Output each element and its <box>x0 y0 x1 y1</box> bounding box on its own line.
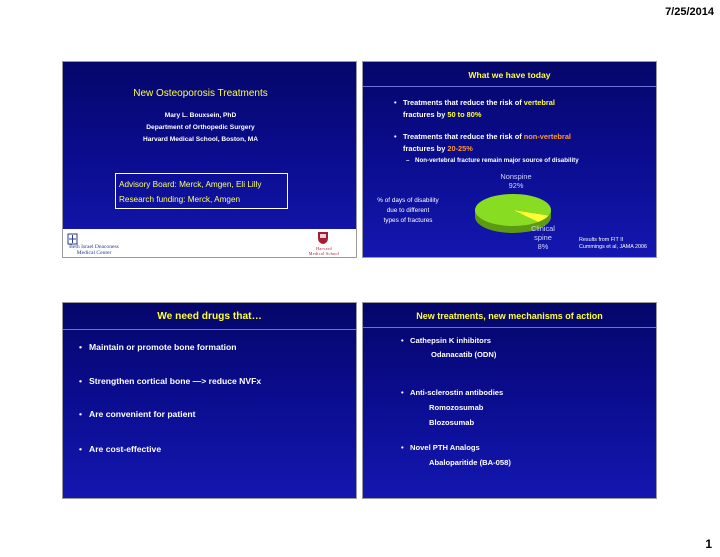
chart-caption: % of days of disability due to different types of fractures <box>377 197 439 224</box>
bullet-convenient: • Are convenient for patient <box>79 409 196 419</box>
sub-bullet-disability: – Non-vertebral fracture remain major source of disability <box>406 157 579 164</box>
bullet-pth-analogs: • Novel PTH Analogs <box>401 443 480 452</box>
page-number: 1 <box>705 537 712 551</box>
bullet-cortical-bone: • Strengthen cortical bone —> reduce NVFx <box>79 376 262 386</box>
author-affiliation: Harvard Medical School, Boston, MA <box>142 136 259 143</box>
bullet-bone-formation: • Maintain or promote bone formation <box>79 342 237 352</box>
bullet-cathepsin-k: • Cathepsin K inhibitors <box>401 336 492 345</box>
harvard-logo-text: Harvard Medical School <box>308 246 340 256</box>
bidmc-logo-icon <box>67 232 78 244</box>
chart-citation: Results from FIT II Cummings et al, JAMA 2006 <box>579 237 648 250</box>
logo-footer <box>63 229 356 257</box>
pie-label-nonspine: Nonspine 92% <box>500 172 532 190</box>
drug-romozosumab: Romozosumab <box>429 403 484 412</box>
bullet-vertebral: • Treatments that reduce the risk of vertebral fractures by 50 to 80% <box>394 98 555 119</box>
slide-what-we-have-today <box>362 61 657 258</box>
slide-we-need-drugs <box>62 302 357 499</box>
harvard-shield-icon <box>317 231 329 245</box>
slide-title <box>62 61 357 258</box>
research-funding-text: Research funding: Merck, Amgen <box>119 195 241 204</box>
slide-title-heading: New Osteoporosis Treatments <box>133 88 268 99</box>
slide-new-treatments <box>362 302 657 499</box>
bidmc-logo-text: Beth Israel Deaconess Medical Center <box>69 244 119 256</box>
slide3-title: We need drugs that… <box>157 311 262 322</box>
author-name: Mary L. Bouxsein, PhD <box>164 112 237 119</box>
drug-abaloparitide: Abaloparitide (BA-058) <box>429 458 511 467</box>
slide2-title: What we have today <box>468 70 551 80</box>
pie-label-clinical-spine: Clinical spine 8% <box>531 224 555 251</box>
drug-blozosumab: Blozosumab <box>429 418 475 427</box>
bullet-non-vertebral: • Treatments that reduce the risk of non-vertebral fractures by 20-25% <box>394 132 571 153</box>
bullet-anti-sclerostin: • Anti-sclerostin antibodies <box>401 388 504 397</box>
bullet-cost-effective: • Are cost-effective <box>79 444 162 454</box>
slide4-title: New treatments, new mechanisms of action <box>416 311 603 321</box>
drug-odanacatib: Odanacatib (ODN) <box>431 350 497 359</box>
author-department: Department of Orthopedic Surgery <box>146 124 255 131</box>
page-date: 7/25/2014 <box>665 6 714 18</box>
disclosure-box <box>115 173 288 209</box>
advisory-board-text: Advisory Board: Merck, Amgen, Eli Lilly <box>119 180 262 189</box>
